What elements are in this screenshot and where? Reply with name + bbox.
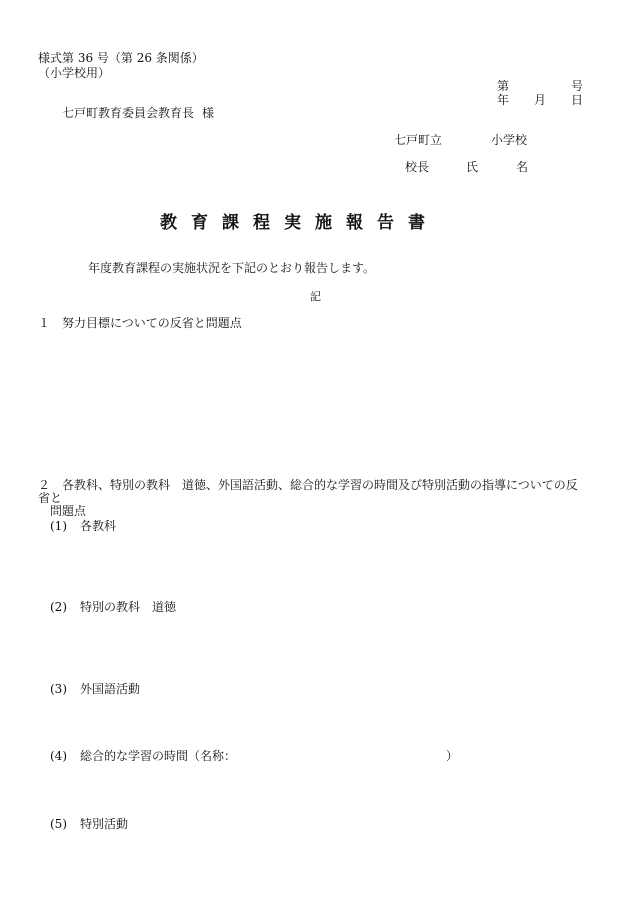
item-label-kakukyouka: 各教科 bbox=[80, 519, 117, 533]
doc-number-dai: 第 bbox=[497, 79, 510, 93]
item-number: (2) bbox=[50, 600, 67, 614]
page-title: 教育課程実施報告書 bbox=[160, 213, 439, 233]
section2-heading-line3: 問題点 bbox=[50, 504, 87, 518]
section2-number: ２ bbox=[38, 478, 51, 492]
item-label-doutoku: 特別の教科 道徳 bbox=[80, 600, 177, 614]
sender-school: 小学校 bbox=[491, 133, 528, 147]
item-label-tokubetsu: 特別活動 bbox=[80, 817, 129, 831]
section1-number: １ bbox=[38, 316, 51, 330]
addressee-honorific: 様 bbox=[202, 106, 215, 120]
form-scope: （小学校用） bbox=[38, 66, 111, 80]
form-number: 様式第 36 号（第 26 条関係） bbox=[38, 51, 204, 65]
item-number: (1) bbox=[50, 519, 67, 533]
item-label-gaikokugo: 外国語活動 bbox=[80, 682, 141, 696]
item-number: (4) bbox=[50, 749, 67, 763]
principal-shi: 氏 bbox=[466, 160, 479, 174]
item-number: (3) bbox=[50, 682, 67, 696]
section1-heading: 努力目標についての反省と問題点 bbox=[62, 316, 242, 330]
principal-title: 校長 bbox=[405, 160, 430, 174]
item-label-sougou-close: ） bbox=[446, 749, 459, 763]
section2-heading-line1: 各教科、特別の教科 道徳、外国語活動、総合的な学習の時間及び特別活動の指導についての反 bbox=[62, 478, 578, 492]
doc-number-go: 号 bbox=[571, 79, 584, 93]
ki-marker: 記 bbox=[310, 290, 321, 303]
date-day-label: 日 bbox=[571, 93, 584, 107]
sender-town: 七戸町立 bbox=[394, 133, 443, 147]
date-year-label: 年 bbox=[497, 93, 510, 107]
date-month-label: 月 bbox=[534, 93, 547, 107]
addressee: 七戸町教育委員会教育長 bbox=[62, 106, 195, 120]
item-label-sougou: 総合的な学習の時間（名称： bbox=[80, 749, 237, 763]
principal-mei: 名 bbox=[516, 160, 529, 174]
intro-text: 年度教育課程の実施状況を下記のとおり報告します。 bbox=[88, 261, 376, 275]
item-number: (5) bbox=[50, 817, 67, 831]
section2-heading-line2: 省と bbox=[38, 491, 63, 505]
